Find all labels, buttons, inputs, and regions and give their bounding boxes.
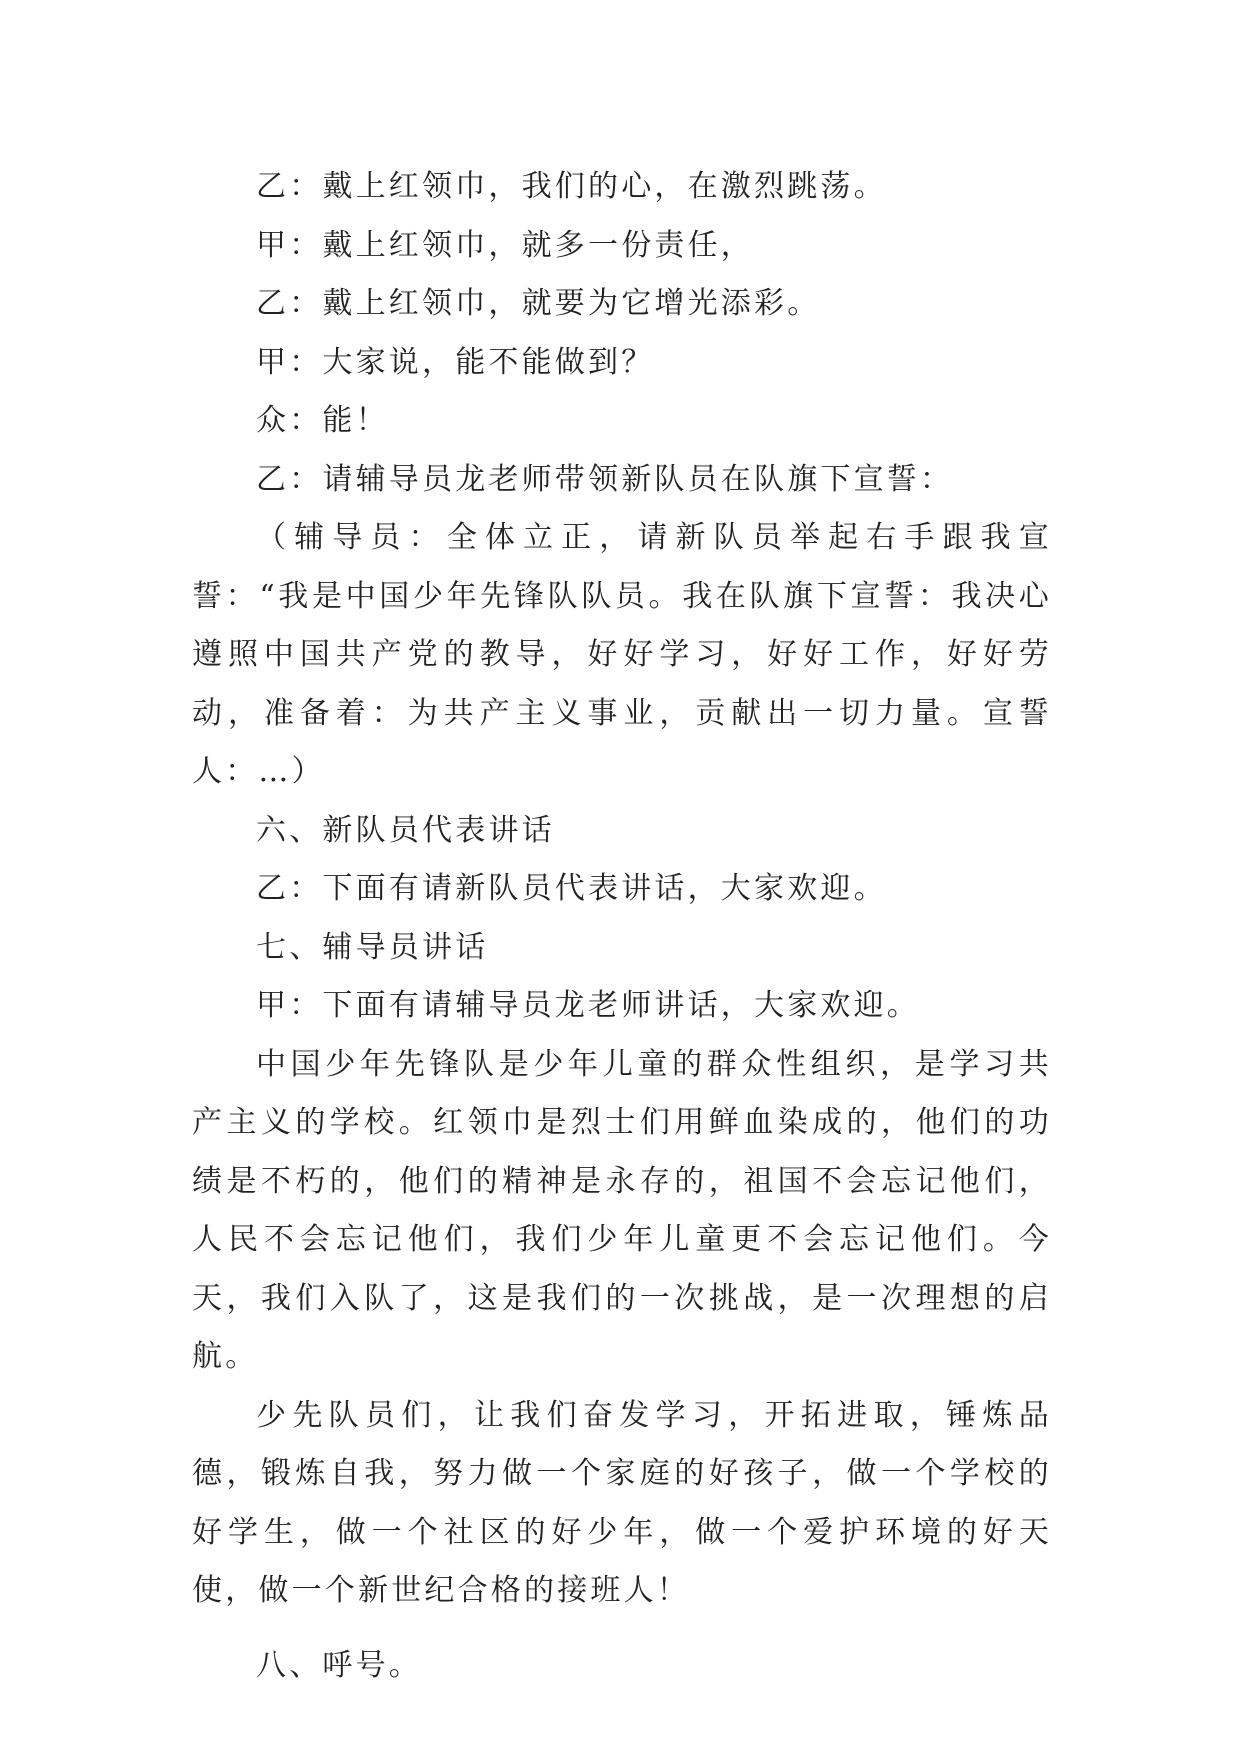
oath-paragraph: （辅导员：全体立正，请新队员举起右手跟我宣誓：“我是中国少年先锋队队员。我在队旗下宣誓：我决心遵照中国共产党的教导，好好学习，好好工作，好好劳动，准备着：为共产主义事业，贡献出一切力量。宣誓人：…） — [192, 520, 1052, 789]
paragraph: 甲：大家说，能不能做到？ — [256, 344, 655, 380]
paragraph: 甲：下面有请辅导员龙老师讲话，大家欢迎。 — [256, 988, 920, 1023]
section-heading: 八、呼号。 — [256, 1647, 422, 1683]
paragraph: 少先队员们，让我们奋发学习，开拓进取，锤炼品德，锻炼自我，努力做一个家庭的好孩子，做一个学校的好学生，做一个社区的好少年，做一个爱护环境的好天使，做一个新世纪合格的接班人！ — [192, 1397, 1052, 1608]
paragraph: 乙：戴上红领巾，就要为它增光添彩。 — [256, 286, 821, 321]
paragraph: 中国少年先锋队是少年儿童的群众性组织，是学习共产主义的学校。红领巾是烈士们用鲜血染成的，他们的功绩是不朽的，他们的精神是永存的，祖国不会忘记他们，人民不会忘记他们，我们少年儿童更不会忘记他们。今天，我们入队了，这是我们的一次挑战，是一次理想的启航。 — [192, 1046, 1052, 1374]
paragraph: 乙：请辅导员龙老师带领新队员在队旗下宣誓： — [256, 461, 954, 497]
paragraph: 乙：戴上红领巾，我们的心，在激烈跳荡。 — [256, 169, 887, 204]
section-heading: 七、辅导员讲话 — [256, 929, 489, 965]
document-body — [192, 158, 1052, 1695]
paragraph: 甲：戴上红领巾，就多一份责任， — [256, 227, 754, 263]
section-heading: 六、新队员代表讲话 — [256, 812, 555, 848]
paragraph: 乙：下面有请新队员代表讲话，大家欢迎。 — [256, 871, 887, 906]
paragraph: 众：能！ — [256, 403, 389, 438]
